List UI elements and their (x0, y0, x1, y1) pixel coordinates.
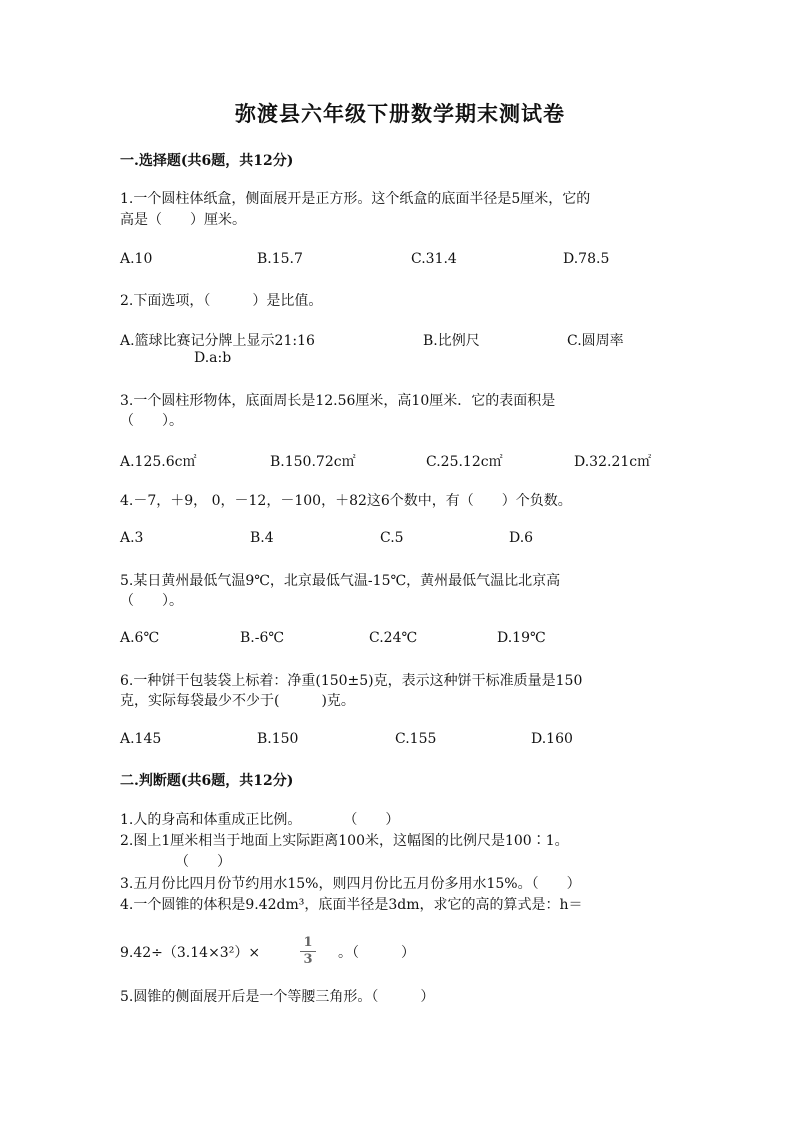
question-1-line-1: 1.一个圆柱体纸盒，侧面展开是正方形。这个纸盒的底面半径是5厘米，它的 (120, 191, 591, 207)
fraction-denominator: 3 (303, 952, 313, 967)
question-1-option-d: D.78.5 (563, 251, 610, 267)
question-1-line-2: 高是（ ）厘米。 (120, 212, 246, 228)
fraction-one-third (300, 936, 316, 967)
question-4-option-a: A.3 (120, 530, 144, 546)
question-4-line-1: 4.－7，＋9， 0，－12，－100，＋82这6个数中，有（ ）个负数。 (120, 493, 572, 509)
question-3-option-c: C.25.12c㎡ (426, 454, 503, 470)
question-4-option-d: D.6 (509, 530, 534, 546)
question-4-option-c: C.5 (380, 530, 404, 546)
question-6-line-1: 6.一种饼干包装袋上标着：净重(150±5)克，表示这种饼干标准质量是150 (120, 673, 583, 689)
section-heading-judgement: 二.判断题(共6题，共12分) (120, 773, 294, 789)
question-2-option-c: C.圆周率 (567, 333, 624, 349)
question-6-option-a: A.145 (120, 731, 162, 747)
page-title: 弥渡县六年级下册数学期末测试卷 (235, 101, 565, 126)
question-5-option-a: A.6℃ (120, 630, 160, 646)
judgement-item-4-line-1: 4.一个圆锥的体积是9.42dm³，底面半径是3dm，求它的高的算式是：h＝ (120, 897, 583, 913)
question-5-option-c: C.24℃ (369, 630, 418, 646)
fraction-numerator: 1 (303, 935, 313, 950)
question-5-line-2: （ ）。 (120, 593, 183, 609)
question-5-option-b: B.-6℃ (240, 630, 285, 646)
question-6-option-d: D.160 (531, 731, 573, 747)
judgement-item-3: 3.五月份比四月份节约用水15%，则四月份比五月份多用水15%。（ ） (120, 876, 581, 892)
question-3-option-a: A.125.6c㎡ (120, 454, 197, 470)
question-5-option-d: D.19℃ (497, 630, 546, 646)
question-1-option-c: C.31.4 (411, 251, 457, 267)
section-heading-choice: 一.选择题(共6题，共12分) (120, 153, 294, 169)
question-6-line-2: 克，实际每袋最少不少于( )克。 (120, 693, 355, 709)
question-3-line-1: 3.一个圆柱形物体，底面周长是12.56厘米，高10厘米．它的表面积是 (120, 393, 556, 409)
question-1-option-a: A.10 (120, 251, 153, 267)
question-2-line-1: 2.下面选项，（ ）是比值。 (120, 293, 323, 309)
question-3-option-b: B.150.72c㎡ (270, 454, 356, 470)
question-5-line-1: 5.某日黄州最低气温9℃，北京最低气温-15℃，黄州最低气温比北京高 (120, 573, 561, 589)
judgement-item-2-blank: （ ） (175, 854, 231, 870)
question-4-option-b: B.4 (250, 530, 274, 546)
question-6-option-c: C.155 (395, 731, 437, 747)
question-6-option-b: B.150 (257, 731, 299, 747)
judgement-item-5: 5.圆锥的侧面展开后是一个等腰三角形。（ ） (120, 989, 435, 1005)
question-2-option-b: B.比例尺 (423, 333, 480, 349)
question-3-option-d: D.32.21c㎡ (574, 454, 652, 470)
question-3-line-2: （ ）。 (120, 413, 183, 429)
judgement-item-4-line-2: 9.42÷（3.14×3²）× (120, 945, 261, 961)
question-2-option-d: D.a:b (194, 350, 232, 366)
question-1-option-b: B.15.7 (257, 251, 303, 267)
judgement-item-4-answer: 。（ ） (338, 945, 415, 961)
judgement-item-1: 1.人的身高和体重成正比例。 （ ） (120, 812, 400, 828)
question-2-option-a: A.篮球比赛记分牌上显示21:16 (120, 333, 315, 349)
judgement-item-2: 2.图上1厘米相当于地面上实际距离100米，这幅图的比例尺是100∶1。 (120, 833, 569, 849)
